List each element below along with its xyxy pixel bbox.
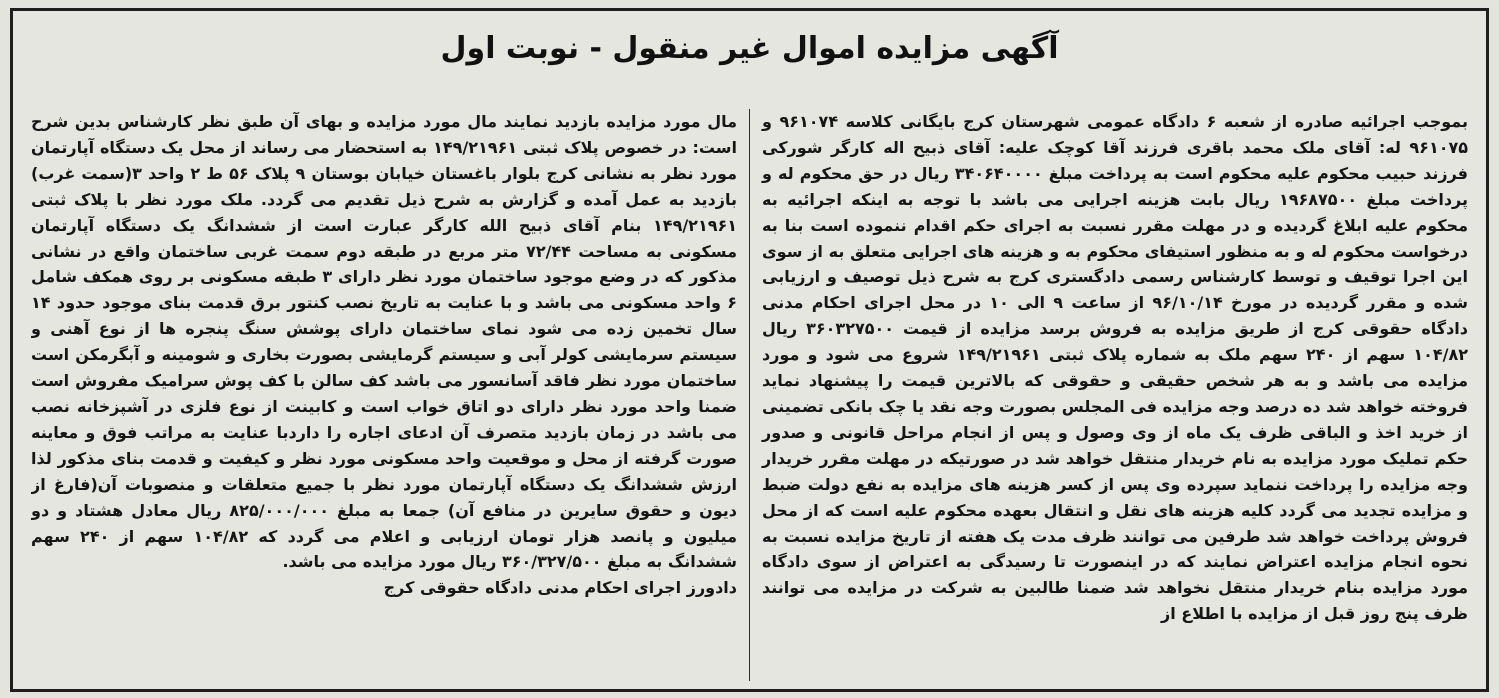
notice-body	[31, 109, 1468, 681]
signature: دادورز اجرای احکام مدنی دادگاه حقوقی کرج	[383, 578, 737, 598]
right-column	[750, 109, 1468, 681]
left-column-text: مال مورد مزایده بازدید نمایند مال مورد مزایده و بهای آن طبق نظر کارشناس بدین شرح است: در خصوص پلاک ثبتی ۱۴۹/۲۱۹۶۱ به استحضار می رساند از محل یک دستگاه آپارتمان مورد نظر به نشانی کرج بلوار باغستان خیابان بوستان ۹ پلاک ۵۶ ط ۲ واحد ۳(سمت غرب) بازدید به عمل آمده و گزارش به شرح ذیل تقدیم می گردد. ملک مورد نظر با پلاک ثبتی ۱۴۹/۲۱۹۶۱ بنام آقای ذبیح الله کارگر عبارت است از ششدانگ یک دستگاه آپارتمان مسکونی به مساحت ۷۲/۴۴ متر مربع در طبقه دوم سمت غربی ساختمان واقع در نشانی مذکور که در وضع موجود ساختمان مورد نظر دارای ۳ طبقه مسکونی بر روی همکف شامل ۶ واحد مسکونی می باشد و با عنایت به تاریخ نصب کنتور برق قدمت بنای موجود حدود ۱۴ سال تخمین زده می شود نمای ساختمان دارای پوشش سنگ پنجره ها از نوع آهنی و سیستم سرمایشی کولر آبی و سیستم گرمایشی بصورت بخاری و شومینه و آبگرمکن است ساختمان مورد نظر فاقد آسانسور می باشد کف سالن با کف پوش سرامیک مفروش است ضمنا واحد مورد نظر دارای دو اتاق خواب است و کابینت از نوع فلزی در آشپزخانه نصب می باشد در زمان بازدید متصرف آن ادعای اجاره را داردبا عنایت به مراتب فوق و معاینه صورت گرفته از محل و موقعیت واحد مسکونی مورد نظر و کیفیت و قدمت بنای مذکور لذا ارزش ششدانگ یک دستگاه آپارتمان مورد نظر با جمیع متعلقات و منصوبات آن(فارغ از دیون و حقوق سایرین در منافع آن) جمعا به مبلغ ۸۲۵/۰۰۰/۰۰۰ ریال معادل هشتاد و دو میلیون و پانصد هزار تومان ارزیابی و اعلام می گردد که ۱۰۴/۸۲ سهم از ۲۴۰ سهم ششدانگ به مبلغ ۳۶۰/۳۲۷/۵۰۰ ریال مورد مزایده می باشد.	[31, 112, 737, 572]
left-column	[31, 109, 749, 681]
notice-title: آگهی مزایده اموال غیر منقول - نوبت اول	[440, 31, 1059, 66]
notice-frame	[10, 8, 1489, 692]
right-column-text: بموجب اجرائیه صادره از شعبه ۶ دادگاه عمومی شهرستان کرج بایگانی کلاسه ۹۶۱۰۷۴ و ۹۶۱۰۷۵ له: آقای ملک محمد باقری فرزند آقا کوچک علیه: آقای ذبیح اله کارگر شورکی فرزند حبیب محکوم علیه محکوم است به پرداخت مبلغ ۳۴۰۶۴۰۰۰۰ ریال در حق محکوم له و پرداخت مبلغ ۱۹۶۸۷۵۰۰ ریال بابت هزینه اجرایی می باشد با توجه به اینکه اجرائیه به محکوم علیه ابلاغ گردیده و در مهلت مقرر نسبت به اجرای حکم اقدام ننموده است بنا به درخواست محکوم له و به منظور استیفای محکوم به و هزینه های اجرایی متعلق به از سوی این اجرا توقیف و توسط کارشناس رسمی دادگستری کرج به شرح ذیل توصیف و ارزیابی شده و مقرر گردیده در مورخ ۹۶/۱۰/۱۴ از ساعت ۹ الی ۱۰ در محل اجرای احکام مدنی دادگاه حقوقی کرج از طریق مزایده به فروش برسد مزایده از قیمت ۳۶۰۳۲۷۵۰۰ ریال ۱۰۴/۸۲ سهم از ۲۴۰ سهم ملک به شماره پلاک ثبتی ۱۴۹/۲۱۹۶۱ شروع می شود و مورد مزایده می باشد و به هر شخص حقیقی و حقوقی که بالاترین قیمت را پیشنهاد نماید فروخته خواهد شد ده درصد وجه مزایده فی المجلس بصورت وجه نقد یا چک بانکی تضمینی از خرید اخذ و الباقی ظرف یک ماه از وی وصول و پس از انجام مراحل قانونی و صدور حکم تملیک مورد مزایده به نام خریدار منتقل خواهد شد در صورتیکه در مهلت مقرر خریدار وجه مزایده را پرداخت ننماید سپرده وی پس از کسر هزینه های مزایده به نفع دولت ضبط و مزایده تجدید می گردد کلیه هزینه های نقل و انتقال بعهده محکوم علیه است که از محل فروش پرداخت خواهد شد طرفین می توانند ظرف مدت یک هفته از تاریخ مزایده نسبت به نحوه انجام مزایده اعتراض نمایند که در اینصورت تا رسیدگی به اعتراض از سوی دادگاه مورد مزایده بنام خریدار منتقل نخواهد شد ضمنا طالبین به شرکت در مزایده می توانند ظرف پنج روز قبل از مزایده با اطلاع از	[762, 112, 1468, 624]
